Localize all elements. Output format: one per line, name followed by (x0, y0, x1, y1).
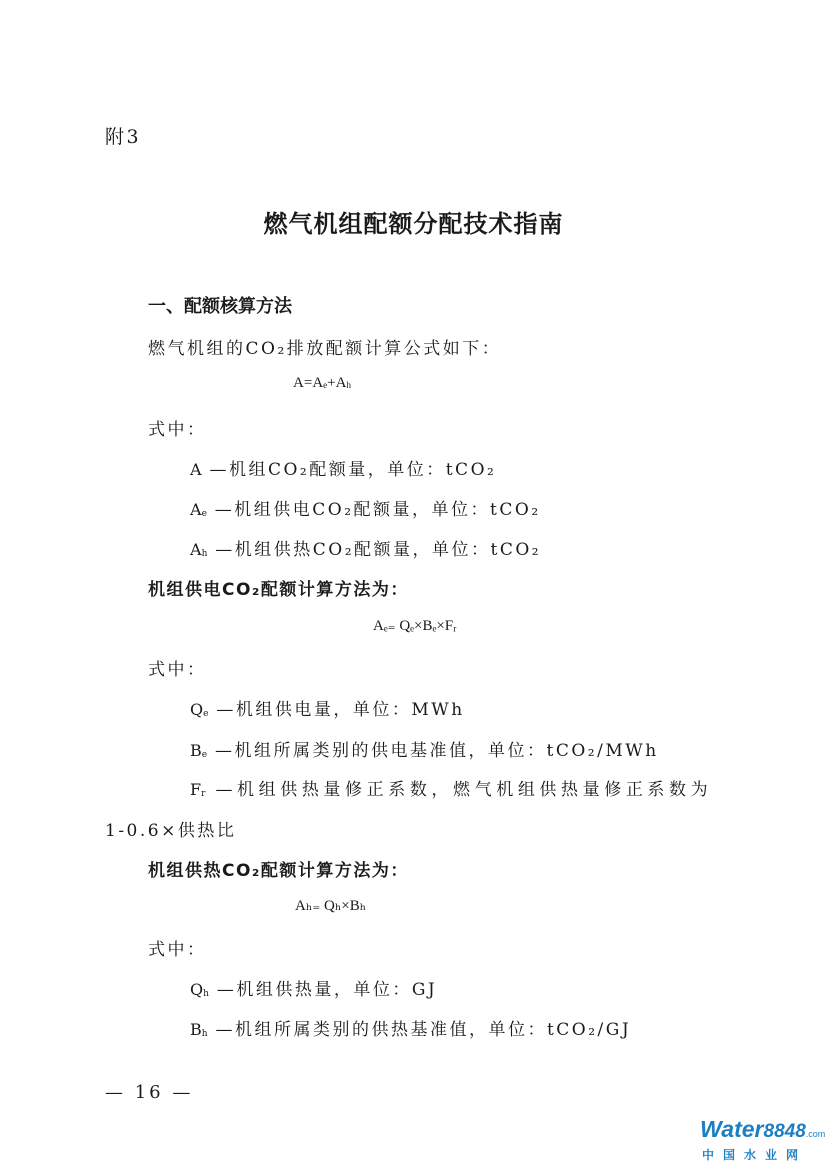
formula-heat: Aₕ₌ Qₕ×Bₕ (295, 898, 367, 914)
watermark-brand: Water (700, 1116, 764, 1142)
formula-total: $A=A_e+A_h$ (293, 375, 351, 391)
power-quota-heading: 机组供电CO₂配额计算方法为： (148, 580, 409, 600)
intro-text: 燃气机组的CO₂排放配额计算公式如下： (148, 339, 502, 359)
heat-quota-heading: 机组供热CO₂配额计算方法为： (148, 861, 409, 881)
definition-Fr-continuation: 1-0.6×供热比 (105, 821, 237, 841)
where-label-power: 式中： (148, 660, 207, 680)
section-heading-quota-method: 一、配额核算方法 (148, 296, 292, 317)
definition-Bh: $B_h$ —机组所属类别的供热基准值，单位：tCO₂/GJ (190, 1020, 632, 1040)
definition-Qh: $Q_h$ —机组供热量，单位：GJ (190, 980, 438, 1000)
formula-power: Aₑ₌ Qₑ×Bₑ×Fᵣ (373, 618, 457, 634)
document-title: 燃气机组配额分配技术指南 (263, 210, 564, 238)
definition-Fr: $F_r$ —机组供热量修正系数，燃气机组供热量修正系数为 (190, 780, 713, 800)
watermark-logo (700, 1118, 825, 1141)
watermark-number: 8848 (763, 1121, 806, 1142)
attachment-label: 附3 (105, 126, 142, 148)
definition-Qe: $Q_e$ —机组供电量，单位：MWh (190, 700, 465, 720)
definition-Ah: $A_h$ —机组供热CO₂配额量，单位：tCO₂ (190, 540, 542, 560)
definition-Be: $B_e$ —机组所属类别的供电基准值，单位：tCO₂/MWh (190, 741, 659, 761)
watermark-suffix: .com (805, 1129, 826, 1139)
definition-Ae: $A_e$ —机组供电CO₂配额量，单位：tCO₂ (190, 500, 541, 520)
where-label-heat: 式中： (148, 940, 207, 960)
watermark-subtitle: 中国水业网 (702, 1148, 808, 1162)
page-number: — 16 — (105, 1082, 194, 1103)
definition-A: A —机组CO₂配额量，单位：tCO₂ (190, 460, 497, 480)
where-label: 式中： (148, 420, 207, 440)
